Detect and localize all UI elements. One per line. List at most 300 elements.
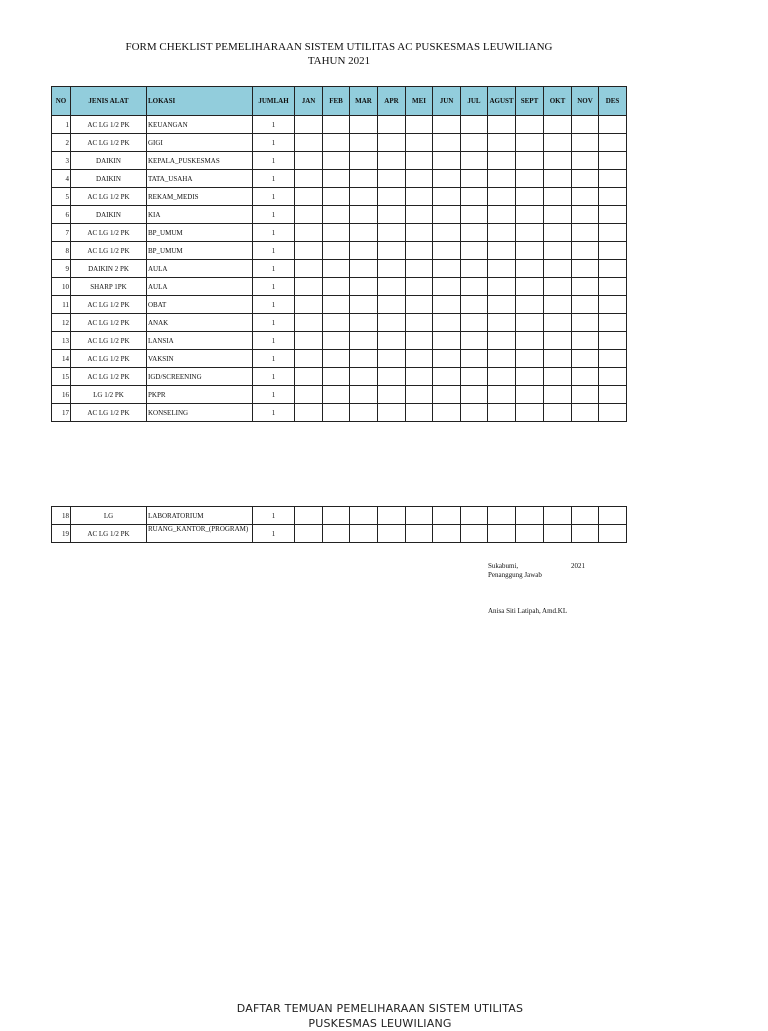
month-check-cell[interactable]	[406, 386, 433, 404]
month-check-cell[interactable]	[461, 116, 488, 134]
month-check-cell[interactable]	[572, 368, 599, 386]
month-check-cell[interactable]	[599, 206, 627, 224]
equipment-type-cell: AC LG 1/2 PK	[71, 242, 147, 260]
month-check-cell[interactable]	[461, 314, 488, 332]
month-check-cell[interactable]	[516, 116, 544, 134]
month-check-cell[interactable]	[572, 525, 599, 543]
month-check-cell[interactable]	[323, 332, 350, 350]
month-check-cell[interactable]	[295, 404, 323, 422]
month-check-cell[interactable]	[295, 296, 323, 314]
month-check-cell[interactable]	[433, 188, 461, 206]
month-check-cell[interactable]	[323, 525, 350, 543]
month-check-cell[interactable]	[350, 404, 378, 422]
month-check-cell[interactable]	[406, 314, 433, 332]
row-number-cell: 5	[52, 188, 71, 206]
month-check-cell[interactable]	[544, 332, 572, 350]
form-title	[50, 40, 628, 68]
month-check-cell[interactable]	[516, 507, 544, 525]
month-check-cell[interactable]	[295, 314, 323, 332]
equipment-type-cell: DAIKIN	[71, 170, 147, 188]
month-check-cell[interactable]	[572, 296, 599, 314]
table-row	[52, 404, 627, 422]
month-check-cell[interactable]	[406, 188, 433, 206]
month-check-cell[interactable]	[599, 170, 627, 188]
month-check-cell[interactable]	[544, 260, 572, 278]
month-check-cell[interactable]	[461, 350, 488, 368]
month-check-cell[interactable]	[599, 350, 627, 368]
month-check-cell[interactable]	[295, 134, 323, 152]
month-check-cell[interactable]	[406, 332, 433, 350]
month-check-cell[interactable]	[572, 332, 599, 350]
month-check-cell[interactable]	[433, 386, 461, 404]
month-check-cell[interactable]	[323, 170, 350, 188]
month-check-cell[interactable]	[599, 152, 627, 170]
quantity-cell: 1	[253, 332, 295, 350]
month-check-cell[interactable]	[433, 224, 461, 242]
month-check-cell[interactable]	[295, 224, 323, 242]
month-check-cell[interactable]	[378, 260, 406, 278]
month-check-cell[interactable]	[572, 314, 599, 332]
month-check-cell[interactable]	[350, 278, 378, 296]
month-check-cell[interactable]	[295, 170, 323, 188]
month-check-cell[interactable]	[433, 404, 461, 422]
month-check-cell[interactable]	[350, 224, 378, 242]
month-check-cell[interactable]	[488, 206, 516, 224]
month-check-cell[interactable]	[461, 242, 488, 260]
month-check-cell[interactable]	[461, 404, 488, 422]
month-check-cell[interactable]	[544, 188, 572, 206]
equipment-type-cell: AC LG 1/2 PK	[71, 296, 147, 314]
next-page-title-line1: DAFTAR TEMUAN PEMELIHARAAN SISTEM UTILITAS	[236, 1002, 524, 1015]
month-check-cell[interactable]	[378, 188, 406, 206]
table-row	[52, 188, 627, 206]
location-cell: KONSELING	[147, 404, 253, 422]
checklist-table-continued	[51, 506, 627, 543]
month-check-cell[interactable]	[433, 260, 461, 278]
quantity-cell: 1	[253, 368, 295, 386]
month-check-cell[interactable]	[544, 314, 572, 332]
month-check-cell[interactable]	[572, 170, 599, 188]
month-check-cell[interactable]	[323, 278, 350, 296]
month-check-cell[interactable]	[461, 278, 488, 296]
month-check-cell[interactable]	[599, 224, 627, 242]
column-header: JUL	[461, 87, 488, 116]
month-check-cell[interactable]	[572, 404, 599, 422]
table-row	[52, 170, 627, 188]
month-check-cell[interactable]	[323, 350, 350, 368]
month-check-cell[interactable]	[544, 206, 572, 224]
month-check-cell[interactable]	[295, 242, 323, 260]
month-check-cell[interactable]	[350, 134, 378, 152]
month-check-cell[interactable]	[378, 206, 406, 224]
month-check-cell[interactable]	[433, 296, 461, 314]
quantity-cell: 1	[253, 260, 295, 278]
month-check-cell[interactable]	[544, 116, 572, 134]
month-check-cell[interactable]	[323, 152, 350, 170]
month-check-cell[interactable]	[599, 404, 627, 422]
column-header: NOV	[572, 87, 599, 116]
month-check-cell[interactable]	[295, 386, 323, 404]
month-check-cell[interactable]	[323, 188, 350, 206]
month-check-cell[interactable]	[461, 525, 488, 543]
quantity-cell: 1	[253, 242, 295, 260]
month-check-cell[interactable]	[323, 314, 350, 332]
month-check-cell[interactable]	[406, 278, 433, 296]
row-number-cell: 11	[52, 296, 71, 314]
month-check-cell[interactable]	[461, 206, 488, 224]
month-check-cell[interactable]	[378, 278, 406, 296]
month-check-cell[interactable]	[488, 314, 516, 332]
month-check-cell[interactable]	[516, 350, 544, 368]
month-check-cell[interactable]	[572, 188, 599, 206]
month-check-cell[interactable]	[378, 368, 406, 386]
month-check-cell[interactable]	[350, 242, 378, 260]
month-check-cell[interactable]	[295, 350, 323, 368]
month-check-cell[interactable]	[544, 278, 572, 296]
month-check-cell[interactable]	[406, 368, 433, 386]
month-check-cell[interactable]	[599, 188, 627, 206]
quantity-cell: 1	[253, 134, 295, 152]
column-header: JENIS ALAT	[71, 87, 147, 116]
month-check-cell[interactable]	[323, 296, 350, 314]
month-check-cell[interactable]	[378, 224, 406, 242]
month-check-cell[interactable]	[599, 116, 627, 134]
month-check-cell[interactable]	[461, 332, 488, 350]
month-check-cell[interactable]	[572, 206, 599, 224]
month-check-cell[interactable]	[295, 278, 323, 296]
month-check-cell[interactable]	[378, 507, 406, 525]
month-check-cell[interactable]	[516, 404, 544, 422]
month-check-cell[interactable]	[516, 224, 544, 242]
month-check-cell[interactable]	[461, 170, 488, 188]
month-check-cell[interactable]	[323, 116, 350, 134]
month-check-cell[interactable]	[295, 206, 323, 224]
month-check-cell[interactable]	[516, 242, 544, 260]
month-check-cell[interactable]	[433, 278, 461, 296]
month-check-cell[interactable]	[599, 296, 627, 314]
month-check-cell[interactable]	[378, 296, 406, 314]
month-check-cell[interactable]	[378, 242, 406, 260]
row-number-cell: 10	[52, 278, 71, 296]
column-header: JUN	[433, 87, 461, 116]
month-check-cell[interactable]	[461, 152, 488, 170]
month-check-cell[interactable]	[406, 260, 433, 278]
month-check-cell[interactable]	[406, 116, 433, 134]
month-check-cell[interactable]	[433, 206, 461, 224]
column-header: JAN	[295, 87, 323, 116]
month-check-cell[interactable]	[350, 386, 378, 404]
month-check-cell[interactable]	[461, 296, 488, 314]
month-check-cell[interactable]	[516, 386, 544, 404]
month-check-cell[interactable]	[433, 350, 461, 368]
table-row	[52, 260, 627, 278]
column-header: AGUST	[488, 87, 516, 116]
month-check-cell[interactable]	[544, 525, 572, 543]
month-check-cell[interactable]	[599, 242, 627, 260]
month-check-cell[interactable]	[488, 224, 516, 242]
equipment-type-cell: LG	[71, 507, 147, 525]
row-number-cell: 4	[52, 170, 71, 188]
month-check-cell[interactable]	[516, 332, 544, 350]
month-check-cell[interactable]	[572, 350, 599, 368]
quantity-cell: 1	[253, 188, 295, 206]
column-header: FEB	[323, 87, 350, 116]
month-check-cell[interactable]	[323, 260, 350, 278]
month-check-cell[interactable]	[295, 332, 323, 350]
month-check-cell[interactable]	[406, 296, 433, 314]
month-check-cell[interactable]	[488, 278, 516, 296]
month-check-cell[interactable]	[406, 404, 433, 422]
month-check-cell[interactable]	[599, 332, 627, 350]
month-check-cell[interactable]	[488, 152, 516, 170]
quantity-cell: 1	[253, 386, 295, 404]
column-header: APR	[378, 87, 406, 116]
month-check-cell[interactable]	[295, 116, 323, 134]
month-check-cell[interactable]	[516, 296, 544, 314]
month-check-cell[interactable]	[544, 170, 572, 188]
location-cell: OBAT	[147, 296, 253, 314]
location-cell: AULA	[147, 260, 253, 278]
table-row	[52, 350, 627, 368]
month-check-cell[interactable]	[516, 278, 544, 296]
next-page-title-line2: PUSKESMAS LEUWILIANG	[308, 1017, 452, 1030]
month-check-cell[interactable]	[433, 242, 461, 260]
month-check-cell[interactable]	[378, 404, 406, 422]
month-check-cell[interactable]	[350, 314, 378, 332]
month-check-cell[interactable]	[488, 386, 516, 404]
month-check-cell[interactable]	[544, 152, 572, 170]
checklist-table	[51, 86, 627, 422]
month-check-cell[interactable]	[488, 507, 516, 525]
month-check-cell[interactable]	[544, 386, 572, 404]
month-check-cell[interactable]	[406, 206, 433, 224]
month-check-cell[interactable]	[433, 368, 461, 386]
row-number-cell: 1	[52, 116, 71, 134]
row-number-cell: 13	[52, 332, 71, 350]
month-check-cell[interactable]	[488, 350, 516, 368]
row-number-cell: 18	[52, 507, 71, 525]
month-check-cell[interactable]	[323, 134, 350, 152]
equipment-type-cell: AC LG 1/2 PK	[71, 134, 147, 152]
signature-role: Penanggung Jawab	[488, 571, 542, 579]
month-check-cell[interactable]	[406, 525, 433, 543]
row-number-cell: 6	[52, 206, 71, 224]
equipment-type-cell: AC LG 1/2 PK	[71, 188, 147, 206]
location-cell: PKPR	[147, 386, 253, 404]
month-check-cell[interactable]	[378, 152, 406, 170]
month-check-cell[interactable]	[350, 188, 378, 206]
month-check-cell[interactable]	[544, 296, 572, 314]
month-check-cell[interactable]	[378, 170, 406, 188]
month-check-cell[interactable]	[599, 368, 627, 386]
month-check-cell[interactable]	[461, 134, 488, 152]
quantity-cell: 1	[253, 404, 295, 422]
month-check-cell[interactable]	[461, 224, 488, 242]
month-check-cell[interactable]	[516, 368, 544, 386]
month-check-cell[interactable]	[572, 260, 599, 278]
table-row	[52, 242, 627, 260]
row-number-cell: 3	[52, 152, 71, 170]
table-row	[52, 296, 627, 314]
month-check-cell[interactable]	[599, 525, 627, 543]
month-check-cell[interactable]	[406, 134, 433, 152]
month-check-cell[interactable]	[461, 260, 488, 278]
month-check-cell[interactable]	[544, 507, 572, 525]
month-check-cell[interactable]	[350, 507, 378, 525]
month-check-cell[interactable]	[350, 296, 378, 314]
month-check-cell[interactable]	[323, 507, 350, 525]
month-check-cell[interactable]	[406, 224, 433, 242]
month-check-cell[interactable]	[488, 116, 516, 134]
equipment-type-cell: DAIKIN 2 PK	[71, 260, 147, 278]
location-cell: AULA	[147, 278, 253, 296]
row-number-cell: 12	[52, 314, 71, 332]
month-check-cell[interactable]	[406, 152, 433, 170]
month-check-cell[interactable]	[323, 242, 350, 260]
month-check-cell[interactable]	[295, 525, 323, 543]
equipment-type-cell: LG 1/2 PK	[71, 386, 147, 404]
month-check-cell[interactable]	[599, 278, 627, 296]
month-check-cell[interactable]	[544, 242, 572, 260]
month-check-cell[interactable]	[599, 314, 627, 332]
equipment-type-cell: AC LG 1/2 PK	[71, 404, 147, 422]
quantity-cell: 1	[253, 525, 295, 543]
month-check-cell[interactable]	[488, 368, 516, 386]
month-check-cell[interactable]	[488, 170, 516, 188]
month-check-cell[interactable]	[544, 134, 572, 152]
month-check-cell[interactable]	[572, 242, 599, 260]
month-check-cell[interactable]	[461, 188, 488, 206]
month-check-cell[interactable]	[323, 386, 350, 404]
equipment-type-cell: AC LG 1/2 PK	[71, 350, 147, 368]
month-check-cell[interactable]	[516, 260, 544, 278]
month-check-cell[interactable]	[323, 224, 350, 242]
month-check-cell[interactable]	[433, 525, 461, 543]
month-check-cell[interactable]	[378, 525, 406, 543]
month-check-cell[interactable]	[516, 525, 544, 543]
month-check-cell[interactable]	[433, 314, 461, 332]
month-check-cell[interactable]	[295, 260, 323, 278]
quantity-cell: 1	[253, 170, 295, 188]
month-check-cell[interactable]	[461, 386, 488, 404]
month-check-cell[interactable]	[544, 350, 572, 368]
table-row	[52, 314, 627, 332]
month-check-cell[interactable]	[378, 314, 406, 332]
month-check-cell[interactable]	[350, 170, 378, 188]
month-check-cell[interactable]	[378, 332, 406, 350]
month-check-cell[interactable]	[406, 507, 433, 525]
month-check-cell[interactable]	[378, 134, 406, 152]
quantity-cell: 1	[253, 507, 295, 525]
month-check-cell[interactable]	[516, 314, 544, 332]
month-check-cell[interactable]	[488, 296, 516, 314]
month-check-cell[interactable]	[378, 386, 406, 404]
month-check-cell[interactable]	[323, 368, 350, 386]
month-check-cell[interactable]	[488, 242, 516, 260]
month-check-cell[interactable]	[350, 260, 378, 278]
month-check-cell[interactable]	[433, 152, 461, 170]
column-header: DES	[599, 87, 627, 116]
month-check-cell[interactable]	[350, 152, 378, 170]
month-check-cell[interactable]	[461, 507, 488, 525]
month-check-cell[interactable]	[295, 152, 323, 170]
month-check-cell[interactable]	[488, 260, 516, 278]
month-check-cell[interactable]	[599, 507, 627, 525]
month-check-cell[interactable]	[572, 386, 599, 404]
equipment-type-cell: DAIKIN	[71, 206, 147, 224]
month-check-cell[interactable]	[433, 170, 461, 188]
column-header: NO	[52, 87, 71, 116]
row-number-cell: 14	[52, 350, 71, 368]
table-header-row	[52, 87, 627, 116]
month-check-cell[interactable]	[350, 332, 378, 350]
month-check-cell[interactable]	[488, 404, 516, 422]
column-header: LOKASI	[147, 87, 253, 116]
month-check-cell[interactable]	[406, 242, 433, 260]
month-check-cell[interactable]	[378, 116, 406, 134]
month-check-cell[interactable]	[350, 206, 378, 224]
month-check-cell[interactable]	[350, 350, 378, 368]
month-check-cell[interactable]	[323, 206, 350, 224]
month-check-cell[interactable]	[516, 170, 544, 188]
location-cell: BP_UMUM	[147, 242, 253, 260]
month-check-cell[interactable]	[572, 507, 599, 525]
month-check-cell[interactable]	[516, 152, 544, 170]
month-check-cell[interactable]	[599, 260, 627, 278]
month-check-cell[interactable]	[572, 224, 599, 242]
month-check-cell[interactable]	[572, 134, 599, 152]
month-check-cell[interactable]	[378, 350, 406, 368]
month-check-cell[interactable]	[572, 278, 599, 296]
table-row	[52, 507, 627, 525]
month-check-cell[interactable]	[488, 332, 516, 350]
month-check-cell[interactable]	[516, 134, 544, 152]
equipment-type-cell: AC LG 1/2 PK	[71, 314, 147, 332]
location-cell: REKAM_MEDIS	[147, 188, 253, 206]
month-check-cell[interactable]	[323, 404, 350, 422]
month-check-cell[interactable]	[406, 170, 433, 188]
month-check-cell[interactable]	[295, 368, 323, 386]
month-check-cell[interactable]	[516, 206, 544, 224]
month-check-cell[interactable]	[544, 368, 572, 386]
month-check-cell[interactable]	[350, 368, 378, 386]
next-page-title	[0, 1001, 760, 1031]
month-check-cell[interactable]	[599, 134, 627, 152]
quantity-cell: 1	[253, 314, 295, 332]
table-row	[52, 152, 627, 170]
month-check-cell[interactable]	[406, 350, 433, 368]
month-check-cell[interactable]	[295, 507, 323, 525]
month-check-cell[interactable]	[544, 224, 572, 242]
month-check-cell[interactable]	[516, 188, 544, 206]
month-check-cell[interactable]	[544, 404, 572, 422]
month-check-cell[interactable]	[572, 116, 599, 134]
month-check-cell[interactable]	[599, 386, 627, 404]
month-check-cell[interactable]	[572, 152, 599, 170]
month-check-cell[interactable]	[433, 507, 461, 525]
month-check-cell[interactable]	[488, 525, 516, 543]
month-check-cell[interactable]	[350, 525, 378, 543]
month-check-cell[interactable]	[488, 188, 516, 206]
table-row	[52, 116, 627, 134]
month-check-cell[interactable]	[488, 134, 516, 152]
month-check-cell[interactable]	[350, 116, 378, 134]
month-check-cell[interactable]	[433, 116, 461, 134]
month-check-cell[interactable]	[295, 188, 323, 206]
month-check-cell[interactable]	[433, 332, 461, 350]
month-check-cell[interactable]	[461, 368, 488, 386]
month-check-cell[interactable]	[433, 134, 461, 152]
